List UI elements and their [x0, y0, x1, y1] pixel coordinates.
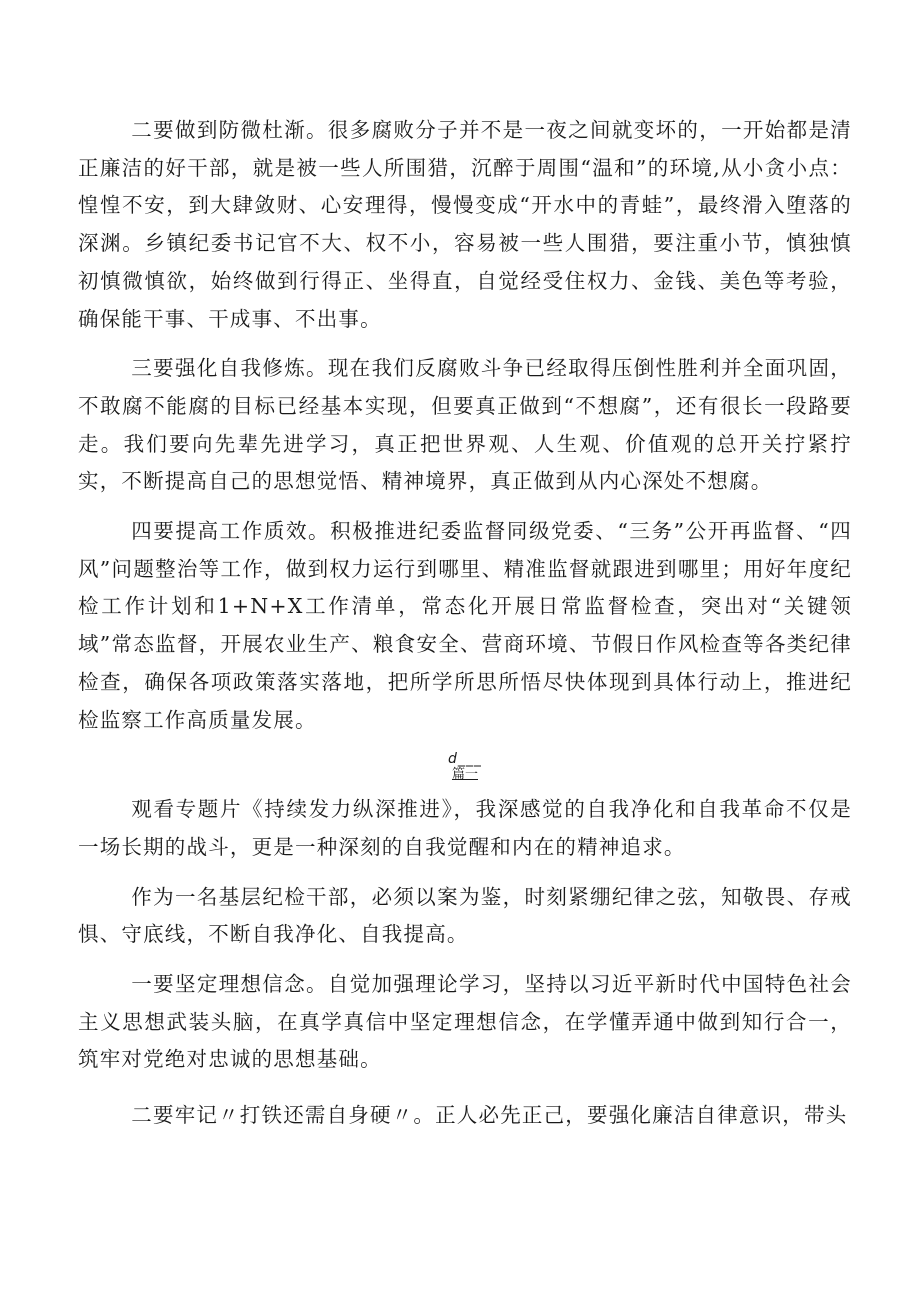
document-page	[78, 112, 852, 1147]
section-heading: 篇一	[451, 767, 478, 783]
paragraph-work-efficiency: 四要提高工作质效。积极推进纪委监督同级党委、“三务”公开再监督、“四风”问题整治等工作，做到权力运行到哪里、精准监督就跟进到哪里；用好年度纪检工作计划和1+N+X工作清单，常态化开展日常监督检查，突出对“关键领域”常态监督，开展农业生产、粮食安全、营商环境、节假日作风检查等各类纪律检查，确保各项政策落实落地，把所学所思所悟尽快体现到具体行动上，推进纪检监察工作高质量发展。	[78, 519, 852, 732]
paragraph-self-discipline: 二要牢记〃打铁还需自身硬〃。正人必先正己，要强化廉洁自律意识，带头	[131, 1103, 848, 1128]
paragraph-grassroots-cadre: 作为一名基层纪检干部，必须以案为鉴，时刻紧绷纪律之弦，知敬畏、存戒惧、守底线，不断自我净化、自我提高。	[78, 884, 852, 947]
divider-mark: d___	[448, 751, 482, 768]
paragraph-ideals-beliefs: 一要坚定理想信念。自觉加强理论学习，坚持以习近平新时代中国特色社会主义思想武装头脑，在真学真信中坚定理想信念，在学懂弄通中做到知行合一，筑牢对党绝对忠诚的思想基础。	[78, 972, 852, 1072]
paragraph-prevent-corruption: 二要做到防微杜渐。很多腐败分子并不是一夜之间就变坏的，一开始都是清正廉洁的好干部，就是被一些人所围猎，沉醉于周围“温和”的环境,从小贪小点：惶惶不安，到大肆敛财、心安理得，慢慢变成“开水中的青蛙”，最终滑入堕落的深渊。乡镇纪委书记官不大、权不小，容易被一些人围猎，要注重小节，慎独慎初慎微慎欲，始终做到行得正、坐得直，自觉经受住权力、金钱、美色等考验，确保能干事、干成事、不出事。	[78, 118, 852, 331]
paragraph-self-cultivation: 三要强化自我修炼。现在我们反腐败斗争已经取得压倒性胜利并全面巩固，不敢腐不能腐的目标已经基本实现，但要真正做到“不想腐”，还有很长一段路要走。我们要向先辈先进学习，真正把世界观、人生观、价值观的总开关拧紧拧实，不断提高自己的思想觉悟、精神境界，真正做到从内心深处不想腐。	[78, 356, 852, 494]
paragraph-documentary: 观看专题片《持续发力纵深推进》，我深感觉的自我净化和自我革命不仅是一场长期的战斗，更是一种深刻的自我觉醒和内在的精神追求。	[78, 797, 852, 859]
section-divider	[78, 751, 852, 783]
